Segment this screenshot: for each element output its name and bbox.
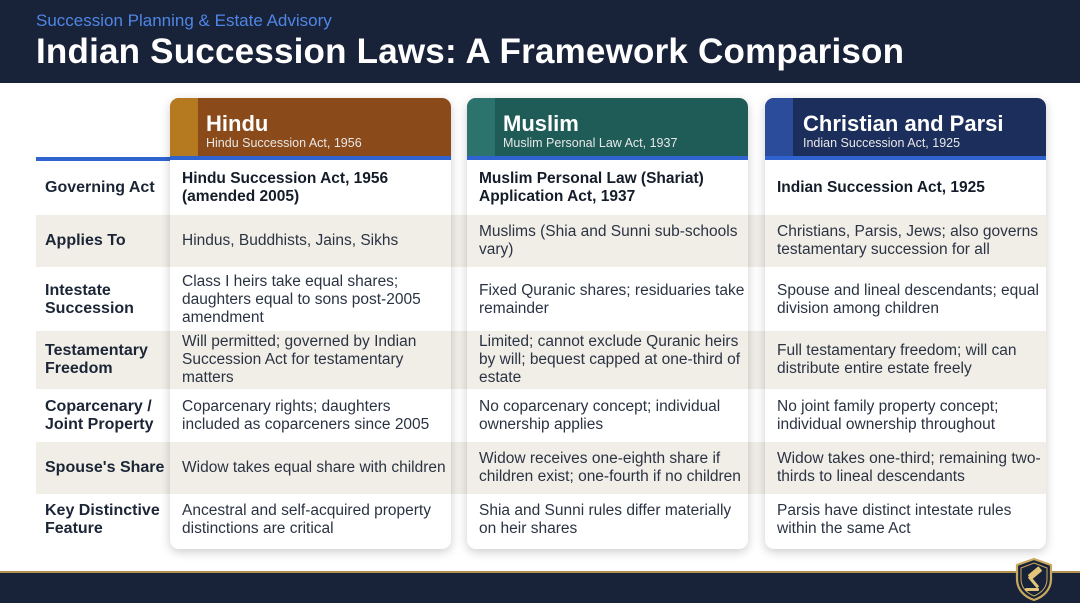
card-hindu — [170, 98, 451, 549]
cell-applies-to: Hindus, Buddhists, Jains, Sikhs — [182, 232, 399, 249]
card-subtitle: Indian Succession Act, 1925 — [803, 136, 961, 150]
cell-applies-to: Christians, Parsis, Jews; also governs testamentary succession for all — [777, 223, 1039, 258]
row-label-coparcenary: Coparcenary / Joint Property — [45, 397, 154, 433]
cell-spouse-share: Widow receives one-eighth share if children exist; one-fourth if no children — [479, 450, 741, 485]
cell-applies-to: Muslims (Shia and Sunni sub-schools vary) — [479, 223, 738, 258]
card-christian-parsi — [765, 98, 1046, 549]
cell-governing-act: Muslim Personal Law (Shariat) Application Act, 1937 — [479, 170, 704, 205]
cell-coparcenary: No joint family property concept; individual ownership throughout — [777, 397, 999, 433]
cell-key-feature: Shia and Sunni rules differ materially on heir shares — [479, 502, 732, 537]
cell-intestate: Class I heirs take equal shares; daughters equal to sons post-2005 amendment — [182, 272, 421, 326]
row-label-testamentary: Testamentary Freedom — [45, 342, 148, 377]
card-muslim — [467, 98, 748, 549]
header-subtitle: Succession Planning & Estate Advisory — [36, 11, 332, 30]
card-title: Hindu — [206, 111, 269, 136]
cell-spouse-share: Widow takes one-third; remaining two-thirds to lineal descendants — [777, 450, 1041, 485]
card-divider — [765, 156, 1046, 160]
cell-testamentary: Limited; cannot exclude Quranic heirs by will; bequest capped at one-third of estate — [479, 333, 741, 386]
row-label-governing-act: Governing Act — [45, 179, 155, 196]
cell-governing-act: Indian Succession Act, 1925 — [777, 179, 985, 196]
header-banner — [0, 0, 1080, 83]
card-title: Christian and Parsi — [803, 111, 1004, 136]
cell-key-feature: Parsis have distinct intestate rules within the same Act — [777, 502, 1012, 537]
cell-coparcenary: No coparcenary concept; individual ownership applies — [479, 397, 721, 433]
gavel-shield-icon — [1014, 557, 1054, 601]
card-accent — [170, 98, 198, 159]
row-label-intestate: Intestate Succession — [45, 281, 134, 317]
card-accent — [467, 98, 495, 159]
card-subtitle: Hindu Succession Act, 1956 — [206, 136, 362, 150]
card-divider — [467, 156, 748, 160]
card-title: Muslim — [503, 111, 579, 136]
cell-intestate: Spouse and lineal descendants; equal division among children — [777, 281, 1039, 317]
cell-testamentary: Full testamentary freedom; will can distribute entire estate freely — [777, 342, 1017, 377]
row-label-applies-to: Applies To — [45, 232, 126, 249]
cell-spouse-share: Widow takes equal share with children — [182, 459, 446, 476]
cell-testamentary: Will permitted; governed by Indian Succession Act for testamentary matters — [182, 333, 417, 386]
card-divider — [170, 156, 451, 160]
header-divider — [36, 157, 170, 161]
row-label-key-feature: Key Distinctive Feature — [45, 502, 160, 537]
cell-governing-act: Hindu Succession Act, 1956 (amended 2005) — [182, 170, 389, 205]
cell-intestate: Fixed Quranic shares; residuaries take remainder — [479, 281, 745, 317]
footer-bar — [0, 571, 1080, 603]
row-label-spouse-share: Spouse's Share — [45, 459, 165, 476]
page-title: Indian Succession Laws: A Framework Comparison — [36, 32, 905, 71]
card-accent — [765, 98, 793, 159]
cell-coparcenary: Coparcenary rights; daughters included as coparceners since 2005 — [182, 397, 430, 433]
cell-key-feature: Ancestral and self-acquired property distinctions are critical — [182, 502, 431, 537]
card-subtitle: Muslim Personal Law Act, 1937 — [503, 136, 678, 150]
